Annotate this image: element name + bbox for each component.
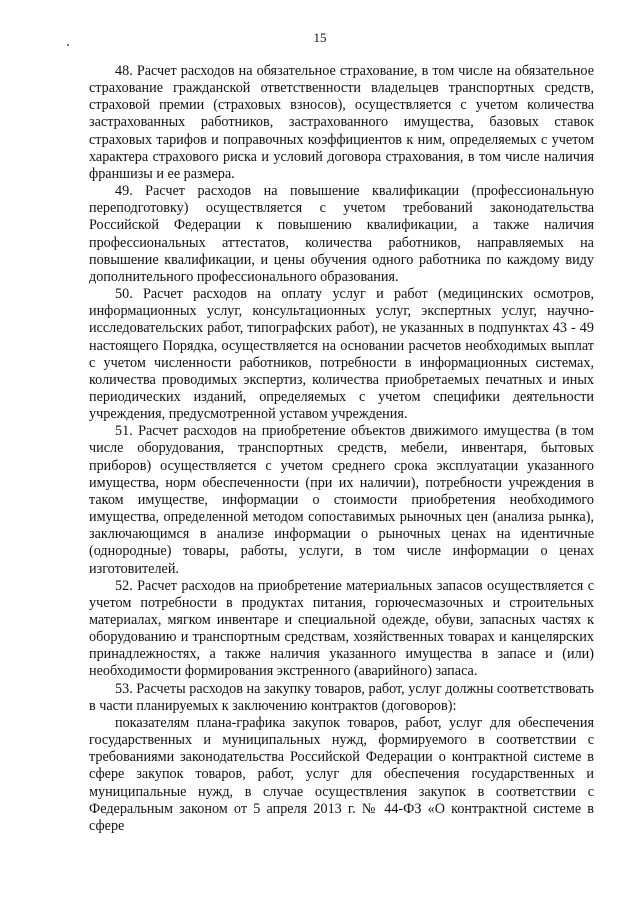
paragraph-52: 52. Расчет расходов на приобретение материальных запасов осуществляется с учетом потребности в продуктах питания, горючесмазочных и строительных материалах, мягком инвентаре и специальной одежде, обуви, запасных частях к оборудованию и транспортным средствам, хозяйственных товарах и канцелярских принадлежностях, а также наличия указанного имущества в запасе и (или) необходимости формирования экстренного (аварийного) запаса. [89,577,594,680]
paragraph-50: 50. Расчет расходов на оплату услуг и работ (медицинских осмотров, информационных услуг, консультационных услуг, экспертных услуг, научно-исследовательских работ, типографских работ), не указанных в подпунктах 43 - 49 настоящего Порядка, осуществляется на основании расчетов необходимых выплат с учетом численности работников, потребности в информационных системах, количества проводимых экспертиз, количества приобретаемых печатных и иных периодических изданий, определяемых с учетом специфики деятельности учреждения, предусмотренной уставом учреждения. [89,286,594,423]
document-body [89,63,594,835]
paragraph-49: 49. Расчет расходов на повышение квалификации (профессиональную переподготовку) осуществляется с учетом требований законодательства Российской Федерации к повышению квалификации, а также наличия профессиональных аттестатов, количества работников, направляемых на повышение квалификации, и цены обучения одного работника по каждому виду дополнительного профессионального образования. [89,183,594,285]
paragraph-53-item: показателям плана-графика закупок товаров, работ, услуг для обеспечения государственных и муниципальных нужд, формируемого в соответствии с требованиями законодательства Российской Федерации о контрактной системе в сфере закупок товаров, работ, услуг для обеспечения государственных и муниципальные нужд, в случае осуществления закупок в соответствии с Федеральным законом от 5 апреля 2013 г. № 44-ФЗ «О контрактной системе в сфере [89,714,594,834]
paragraph-48: 48. Расчет расходов на обязательное страхование, в том числе на обязательное страхование гражданской ответственности владельцев транспортных средств, страховой премии (страховых взносов), осуществляется с учетом количества застрахованных работников, застрахованного имущества, базовых ставок страховых тарифов и поправочных коэффициентов к ним, определяемых с учетом характера страхового риска и условий договора страхования, в том числе наличия франшизы и ее размера. [89,63,594,182]
scan-speck [67,44,69,46]
paragraph-53: 53. Расчеты расходов на закупку товаров, работ, услуг должны соответствовать в части планируемых к заключению контрактов (договоров): [89,680,594,714]
paragraph-51: 51. Расчет расходов на приобретение объектов движимого имущества (в том числе оборудования, транспортных средств, мебели, инвентаря, бытовых приборов) осуществляется с учетом среднего срока эксплуатации указанного имущества, норм обеспеченности (при их наличии), потребности учреждения в таком имуществе, информации о стоимости приобретения необходимого имущества, определенной методом сопоставимых рыночных цен (анализа рынка), заключающимся в анализе информации о рыночных ценах на идентичные (однородные) товары, работы, услуги, в том числе информации о ценах изготовителей. [89,423,594,577]
page-number: 15 [313,30,327,45]
